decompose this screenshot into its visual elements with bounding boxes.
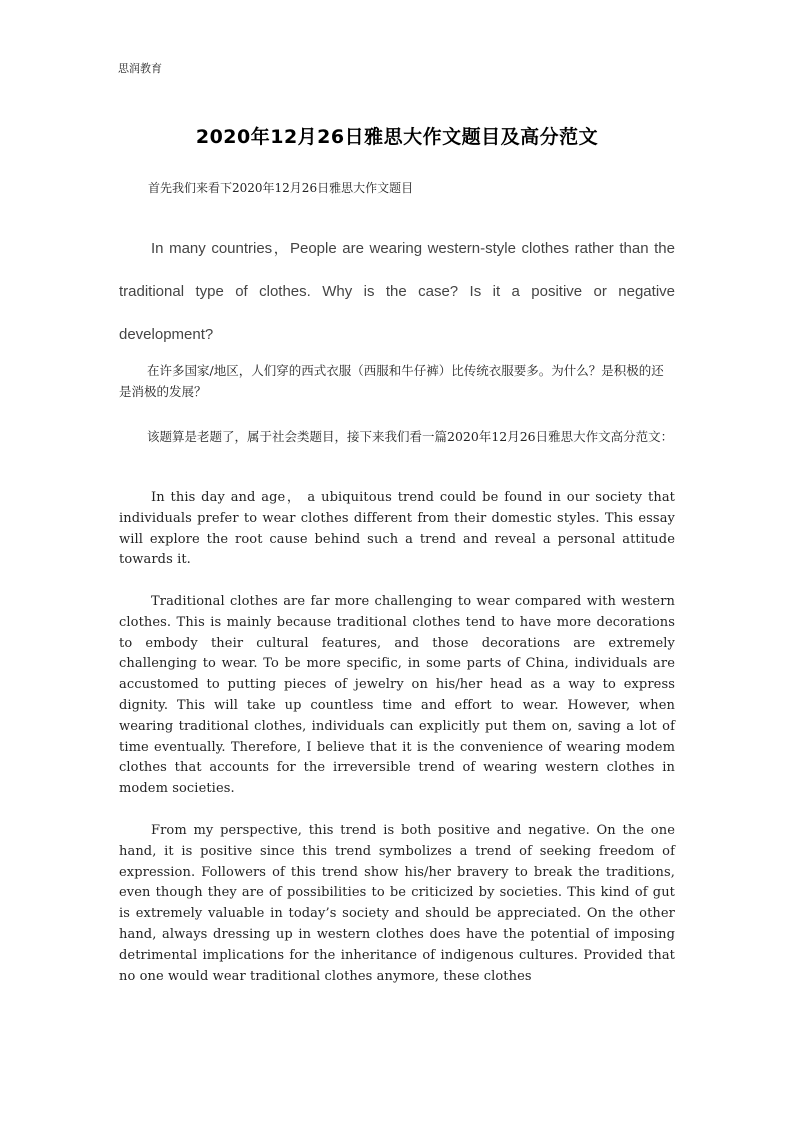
essay-paragraph-1: In this day and age， a ubiquitous trend could be found in our society that individuals prefer to wear clothes different from their domestic styles. This essay will explore the root cause behind such a trend and reveal a personal attitude towards it. — [119, 490, 675, 568]
essay-paragraph-2: Traditional clothes are far more challenging to wear compared with western clothes. This is mainly because traditional clothes tend to have more decorations to embody their cultural features, and those decorations are extremely challenging to wear. To be more specific, in some parts of China, individuals are accustomed to putting pieces of jewelry on his/her head as a way to express dignity. This will take up countless time and effort to wear. However, when wearing traditional clothes, individuals can explicitly put them on, saving a lot of time eventually. Therefore, I believe that it is the convenience of wearing modem clothes that accounts for the irreversible trend of wearing western clothes in modem societies. — [119, 594, 675, 797]
brand-header: 思润教育 — [118, 62, 162, 75]
question-english: In many countries，People are wearing western-style clothes rather than the traditional type of clothes. Why is the case? Is it a positive or negative development? — [119, 240, 675, 343]
essay-paragraph-3: From my perspective, this trend is both positive and negative. On the one hand, it is positive since this trend symbolizes a trend of seeking freedom of expression. Followers of this trend show his/her bravery to break the traditions, even though they are of possibilities to be criticized by societies. This kind of gut is extremely valuable in today’s society and should be appreciated. On the other hand, always dressing up in western clothes does have the potential of imposing detrimental implications for the inheritance of indigenous cultures. Provided that no one would wear traditional clothes anymore, these clothes — [119, 823, 675, 984]
transition-text: 该题算是老题了，属于社会类题目，接下来我们看一篇2020年12月26日雅思大作文高分范文： — [147, 429, 674, 444]
intro-line: 首先我们来看下2020年12月26日雅思大作文题目 — [148, 181, 414, 195]
question-chinese: 在许多国家/地区，人们穿的西式衣服（西服和牛仔裤）比传统衣服要多。为什么？是积极的还是消极的发展？ — [119, 363, 664, 399]
page-title: 2020年12月26日雅思大作文题目及高分范文 — [195, 126, 599, 148]
